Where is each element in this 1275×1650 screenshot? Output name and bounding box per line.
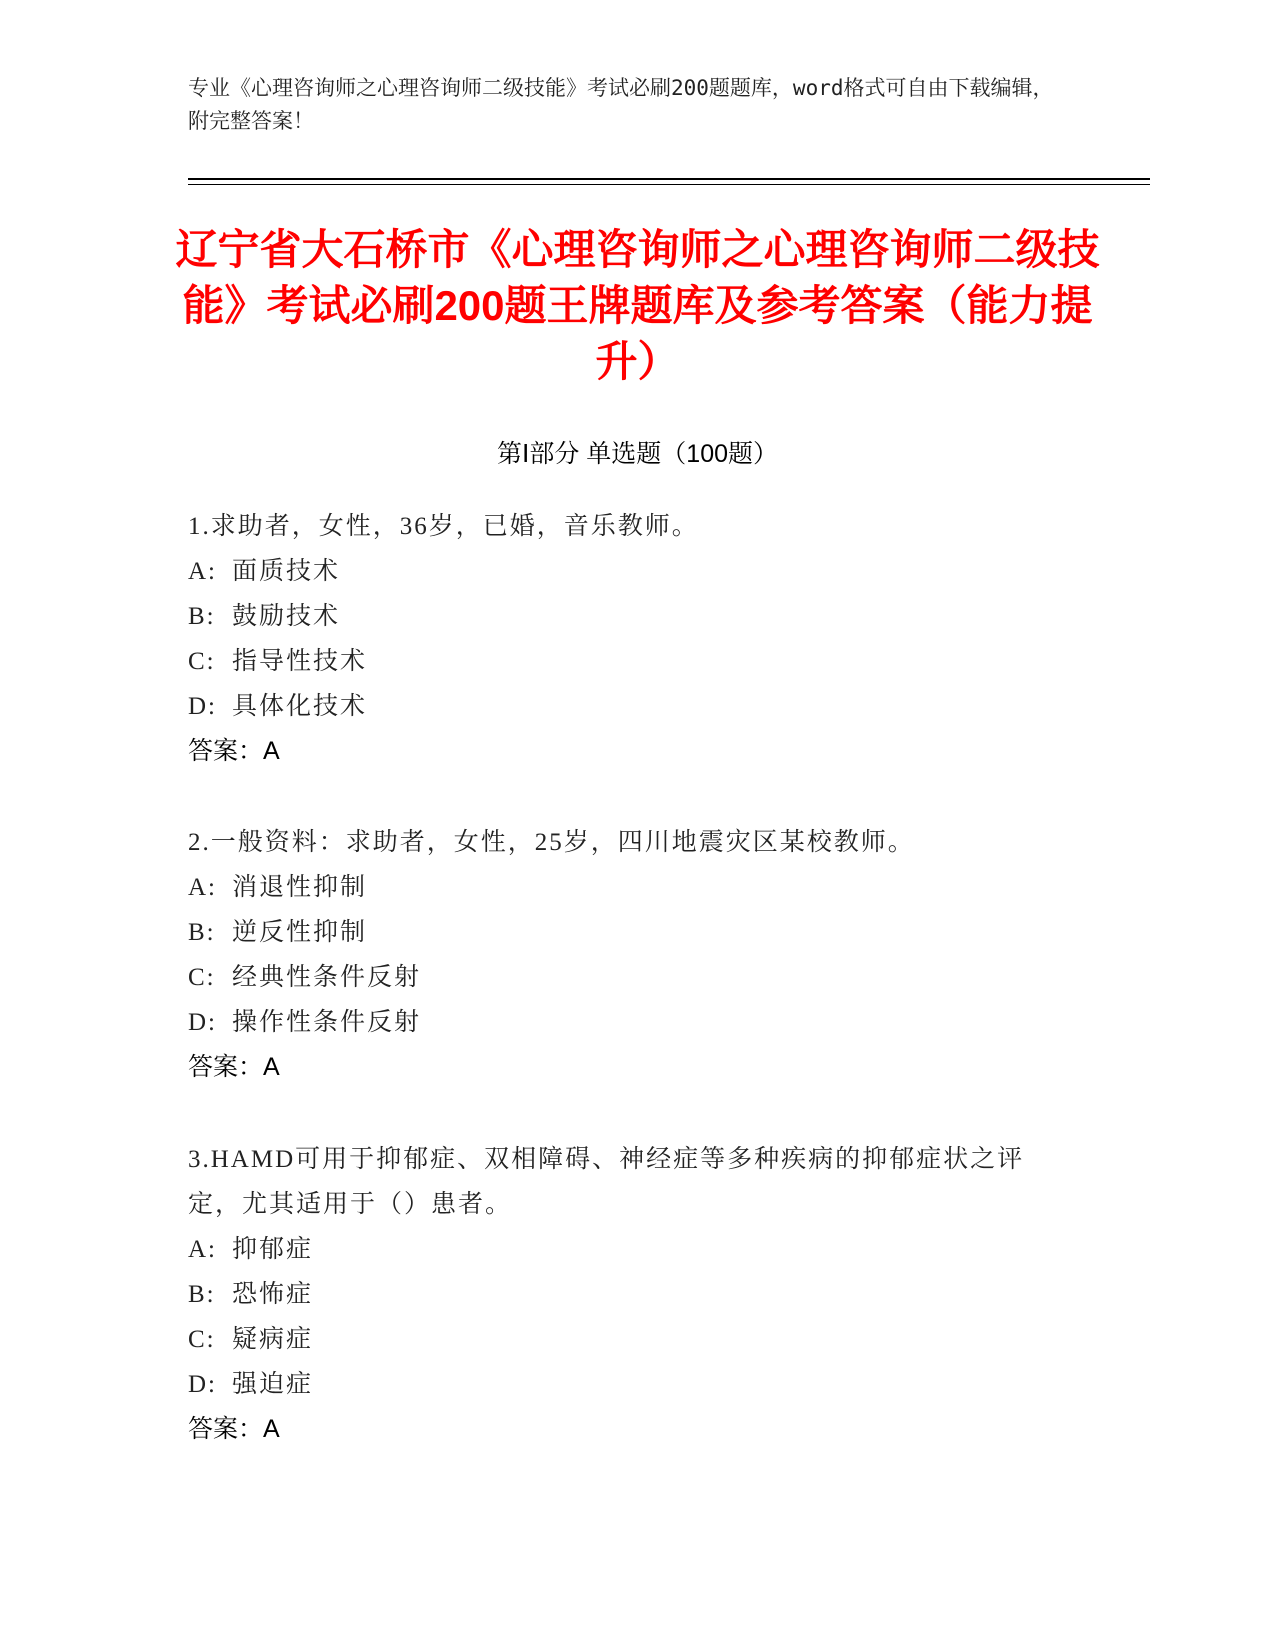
answer-line: 答案：A	[188, 737, 280, 765]
option-text: 鼓励技术	[232, 603, 341, 630]
option-text: 逆反性抑制	[232, 919, 368, 946]
question-2	[188, 820, 1068, 1090]
answer-line: 答案：A	[188, 1415, 280, 1443]
option-text: 指导性技术	[232, 648, 368, 675]
option-letter: C:	[188, 964, 216, 991]
document-title: 辽宁省大石桥市《心理咨询师之心理咨询师二级技能》考试必刷200题王牌题库及参考答案（能力提升）	[175, 226, 1100, 385]
section-heading: 第Ⅰ部分 单选题（100题）	[496, 440, 779, 468]
option-letter: D:	[188, 693, 217, 720]
answer-line: 答案：A	[188, 1053, 280, 1081]
option-letter: A:	[188, 1236, 217, 1263]
option-d	[188, 1000, 1068, 1045]
option-a	[188, 549, 1068, 594]
option-text: 强迫症	[232, 1371, 314, 1398]
question-3	[188, 1137, 1068, 1452]
option-text: 具体化技术	[232, 693, 368, 720]
option-text: 经典性条件反射	[232, 964, 422, 991]
option-letter: C:	[188, 648, 216, 675]
option-c	[188, 639, 1068, 684]
option-d	[188, 684, 1068, 729]
option-b	[188, 910, 1068, 955]
header-rule-thick	[188, 178, 1150, 180]
option-letter: B:	[188, 1281, 216, 1308]
option-letter: C:	[188, 1326, 216, 1353]
option-b	[188, 1272, 1068, 1317]
option-letter: D:	[188, 1371, 217, 1398]
option-letter: A:	[188, 874, 217, 901]
question-stem: 3.HAMD可用于抑郁症、双相障碍、神经症等多种疾病的抑郁症状之评定，尤其适用于（）患者。	[188, 1146, 1025, 1218]
option-letter: B:	[188, 603, 216, 630]
option-letter: A:	[188, 558, 217, 585]
option-text: 抑郁症	[232, 1236, 314, 1263]
header-rule-thin	[188, 184, 1150, 185]
option-text: 操作性条件反射	[232, 1009, 422, 1036]
option-c	[188, 1317, 1068, 1362]
question-stem: 1.求助者，女性，36岁，已婚，音乐教师。	[188, 513, 699, 540]
option-list	[188, 1227, 1068, 1407]
question-stem: 2.一般资料：求助者，女性，25岁，四川地震灾区某校教师。	[188, 829, 915, 856]
option-text: 面质技术	[232, 558, 341, 585]
option-d	[188, 1362, 1068, 1407]
intro-text: 专业《心理咨询师之心理咨询师二级技能》考试必刷200题题库，word格式可自由下载编辑，附完整答案！	[188, 76, 1054, 133]
question-1	[188, 504, 1068, 774]
option-list	[188, 865, 1068, 1045]
option-a	[188, 1227, 1068, 1272]
option-b	[188, 594, 1068, 639]
option-text: 恐怖症	[232, 1281, 314, 1308]
option-text: 疑病症	[232, 1326, 314, 1353]
option-c	[188, 955, 1068, 1000]
option-a	[188, 865, 1068, 910]
option-letter: D:	[188, 1009, 217, 1036]
option-text: 消退性抑制	[232, 874, 368, 901]
option-list	[188, 549, 1068, 729]
option-letter: B:	[188, 919, 216, 946]
